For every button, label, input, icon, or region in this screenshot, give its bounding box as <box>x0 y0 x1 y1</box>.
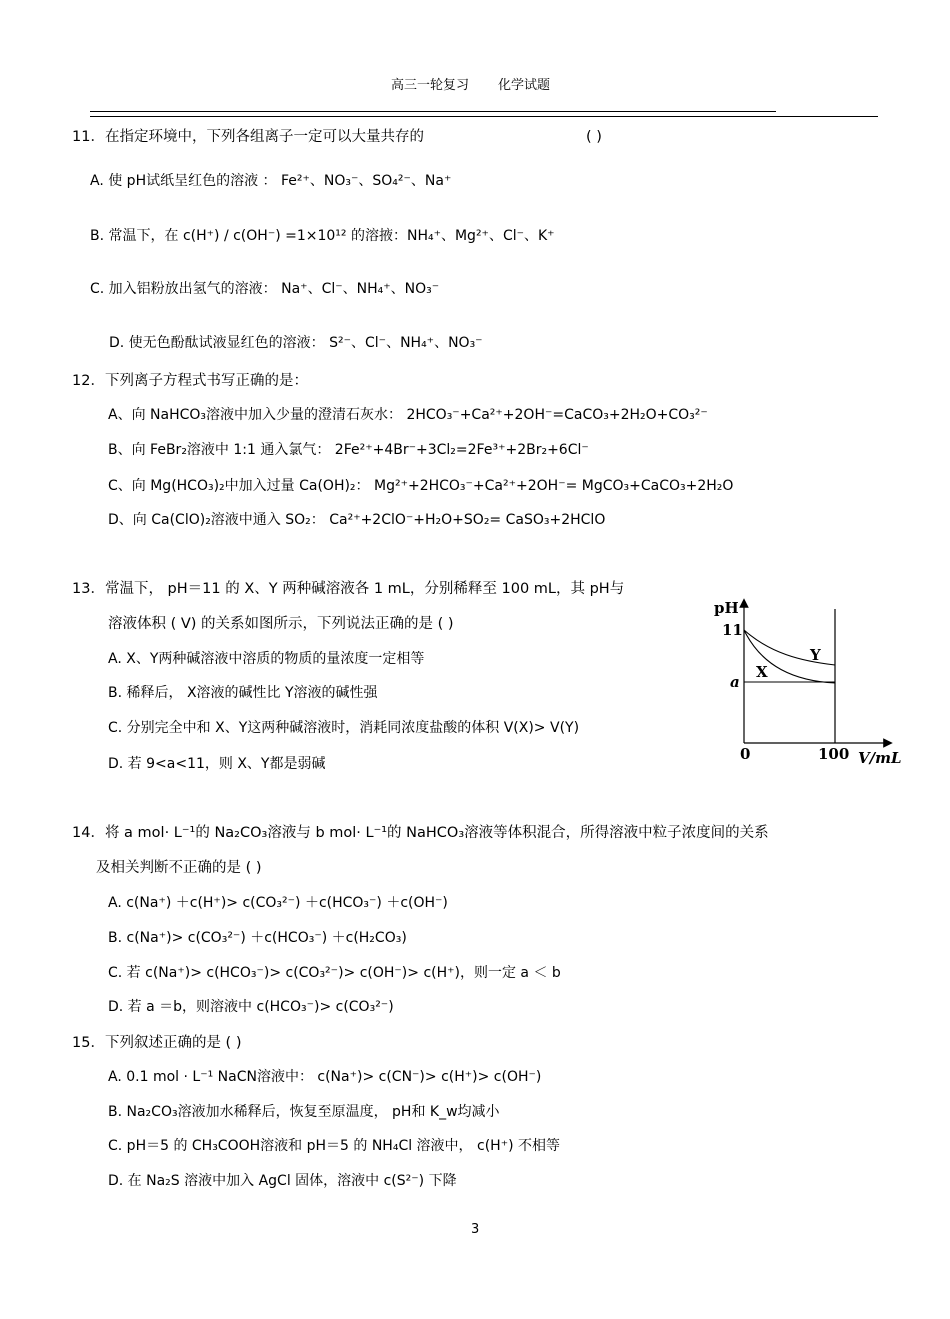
q12-option-b: B、向 FeBr₂溶液中 1:1 通入氯气： 2Fe²⁺+4Br⁻+3Cl₂=2Fe³⁺+2Br₂+6Cl⁻ <box>108 442 589 458</box>
header-subject-level: 高三一轮复习 <box>391 78 470 93</box>
header-rule-upper <box>90 111 776 112</box>
q13-stem-line1: 13．常温下， pH＝11 的 X、Y 两种碱溶液各 1 mL，分别稀释至 100 mL，其 pH与 <box>72 581 625 597</box>
q11-option-b: B. 常温下，在 c(H⁺) / c(OH⁻) =1×10¹² 的溶掖：NH₄⁺、Mg²⁺、Cl⁻、K⁺ <box>90 228 555 244</box>
q13-option-d: D. 若 9<a<11，则 X、Y都是弱碱 <box>108 756 326 772</box>
q15-option-a: A. 0.1 mol · L⁻¹ NaCN溶液中： c(Na⁺)> c(CN⁻)> c(H⁺)> c(OH⁻) <box>108 1069 542 1085</box>
q11-option-a: A. 使 pH试纸呈红色的溶液 ： Fe²⁺、NO₃⁻、SO₄²⁻、Na⁺ <box>90 173 452 189</box>
curve-y <box>744 630 835 665</box>
y-tick-11: 11 <box>722 621 743 639</box>
q15-option-c: C. pH＝5 的 CH₃COOH溶液和 pH＝5 的 NH₄Cl 溶液中， c(H⁺) 不相等 <box>108 1138 560 1154</box>
q14-stem-line2: 及相关判断不正确的是 ( ) <box>96 860 262 876</box>
y-axis-label: pH <box>714 599 739 617</box>
q13-option-b: B. 稀释后， X溶液的碱性比 Y溶液的碱性强 <box>108 685 378 701</box>
q12-option-a: A、向 NaHCO₃溶液中加入少量的澄清石灰水： 2HCO₃⁻+Ca²⁺+2OH⁻=CaCO₃+2H₂O+CO₃²⁻ <box>108 407 708 423</box>
curve-x-label: X <box>756 663 768 681</box>
q11-answer-paren: ( ) <box>586 129 602 145</box>
x-axis-label: V/mL <box>858 749 902 767</box>
page-number: 3 <box>471 1222 480 1237</box>
q14-option-c: C. 若 c(Na⁺)> c(HCO₃⁻)> c(CO₃²⁻)> c(OH⁻)> c(H⁺)，则一定 a ＜ b <box>108 965 561 981</box>
q12-option-c: C、向 Mg(HCO₃)₂中加入过量 Ca(OH)₂： Mg²⁺+2HCO₃⁻+Ca²⁺+2OH⁻= MgCO₃+CaCO₃+2H₂O <box>108 478 734 494</box>
q15-option-d: D. 在 Na₂S 溶液中加入 AgCl 固体，溶液中 c(S²⁻) 下降 <box>108 1173 457 1189</box>
q13-option-c: C. 分别完全中和 X、Y这两种碱溶液时，消耗同浓度盐酸的体积 V(X)> V(Y) <box>108 720 580 736</box>
q15-stem: 15．下列叙述正确的是 ( ) <box>72 1035 242 1051</box>
q11-option-c: C. 加入铝粉放出氢气的溶液： Na⁺、Cl⁻、NH₄⁺、NO₃⁻ <box>90 281 440 297</box>
q14-stem-line1: 14．将 a mol· L⁻¹的 Na₂CO₃溶液与 b mol· L⁻¹的 NaHCO₃溶液等体积混合，所得溶液中粒子浓度间的关系 <box>72 825 769 841</box>
curve-y-label: Y <box>810 646 821 664</box>
q11-option-d: D. 使无色酚酞试液显红色的溶液： S²⁻、Cl⁻、NH₄⁺、NO₃⁻ <box>109 335 483 351</box>
q14-option-d: D. 若 a ＝b，则溶液中 c(HCO₃⁻)> c(CO₃²⁻) <box>108 999 394 1015</box>
x-tick-100: 100 <box>818 745 850 763</box>
x-tick-0: 0 <box>740 745 751 763</box>
y-tick-a: a <box>730 673 740 691</box>
q13-option-a: A. X、Y两种碱溶液中溶质的物质的量浓度一定相等 <box>108 651 425 667</box>
q13-stem-line2: 溶液体积 ( V) 的关系如图所示，下列说法正确的是 ( ) <box>108 616 454 632</box>
q15-option-b: B. Na₂CO₃溶液加水稀释后，恢复至原温度， pH和 K_w均减小 <box>108 1104 500 1120</box>
q13-ph-dilution-graph <box>700 595 910 780</box>
header-rule-lower <box>90 116 878 117</box>
q12-option-d: D、向 Ca(ClO)₂溶液中通入 SO₂： Ca²⁺+2ClO⁻+H₂O+SO₂= CaSO₃+2HClO <box>108 512 606 528</box>
q11-stem: 11．在指定环境中，下列各组离子一定可以大量共存的 <box>72 129 424 145</box>
header-title: 化学试题 <box>498 78 551 93</box>
q12-stem: 12．下列离子方程式书写正确的是： <box>72 373 308 389</box>
q14-option-a: A. c(Na⁺) ＋c(H⁺)> c(CO₃²⁻) ＋c(HCO₃⁻) ＋c(OH⁻) <box>108 895 448 911</box>
q14-option-b: B. c(Na⁺)> c(CO₃²⁻) ＋c(HCO₃⁻) ＋c(H₂CO₃) <box>108 930 407 946</box>
